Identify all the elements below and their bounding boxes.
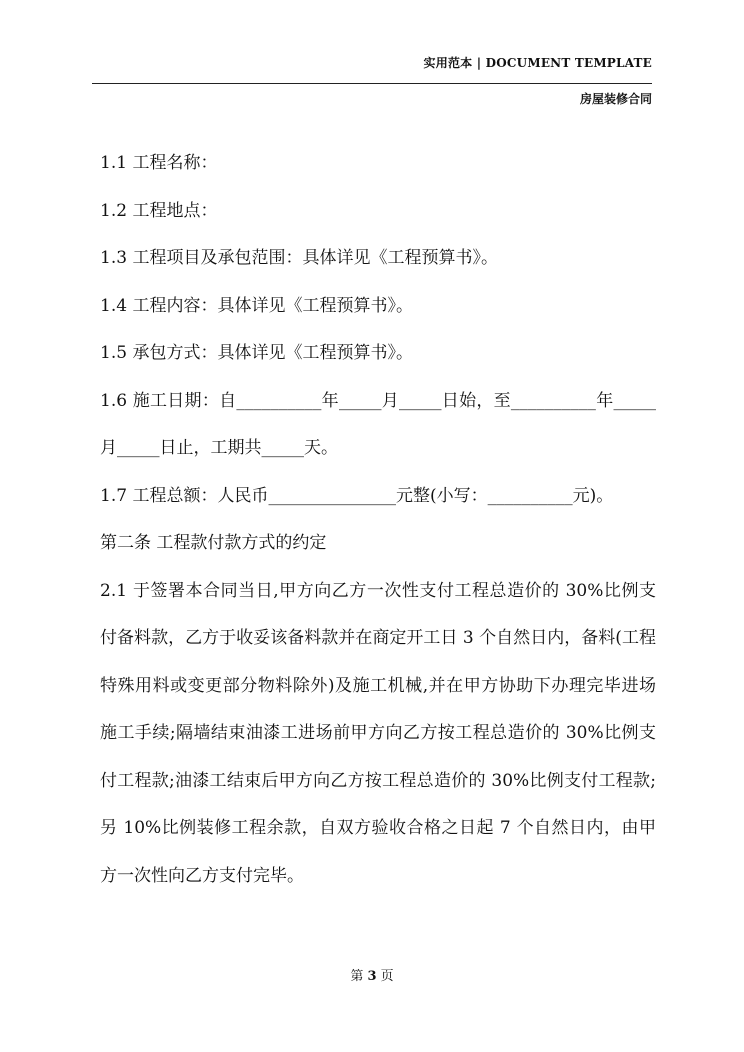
clause-1-5: 1.5 承包方式：具体详见《工程预算书》。 — [100, 343, 413, 363]
clause-1-3: 1.3 工程项目及承包范围：具体详见《工程预算书》。 — [100, 248, 498, 268]
clause-1-1: 1.1 工程名称： — [100, 153, 218, 173]
document-title: 房屋装修合同 — [579, 92, 652, 106]
header-divider — [92, 83, 652, 84]
page-prefix: 第 — [350, 969, 364, 984]
clause-1-4: 1.4 工程内容：具体详见《工程预算书》。 — [100, 295, 413, 316]
page-number: 3 — [367, 969, 377, 984]
document-body — [100, 140, 656, 900]
page-suffix: 页 — [380, 969, 394, 984]
clause-1-2: 1.2 工程地点： — [100, 200, 218, 221]
article-2-heading: 第二条 工程款付款方式的约定 — [100, 533, 327, 553]
header-template-label: 实用范本 | DOCUMENT TEMPLATE — [423, 56, 652, 70]
clause-1-6: 1.6 施工日期：自__________年_____月_____日始，至__________年_____月_____日止，工期共_____天。 — [100, 390, 656, 458]
clause-1-7: 1.7 工程总额：人民币_______________元整(小写：__________元)。 — [100, 485, 614, 506]
page-footer — [0, 965, 744, 984]
clause-2-1: 2.1 于签署本合同当日,甲方向乙方一次性支付工程总造价的 30%比例支付备料款，乙方于收妥该备料款并在商定开工日 3 个自然日内，备料(工程特殊用料或变更部分物料除外)及施工机械,并在甲方协助下办理完毕进场施工手续;隔墙结束油漆工进场前甲方向乙方按工程总造价的 30%比例支付工程款;油漆工结束后甲方向乙方按工程总造价的 30%比例支付工程款;另 10%比例装修工程余款，自双方验收合格之日起 7 个自然日内，由甲方一次性向乙方支付完毕。 — [100, 580, 656, 886]
